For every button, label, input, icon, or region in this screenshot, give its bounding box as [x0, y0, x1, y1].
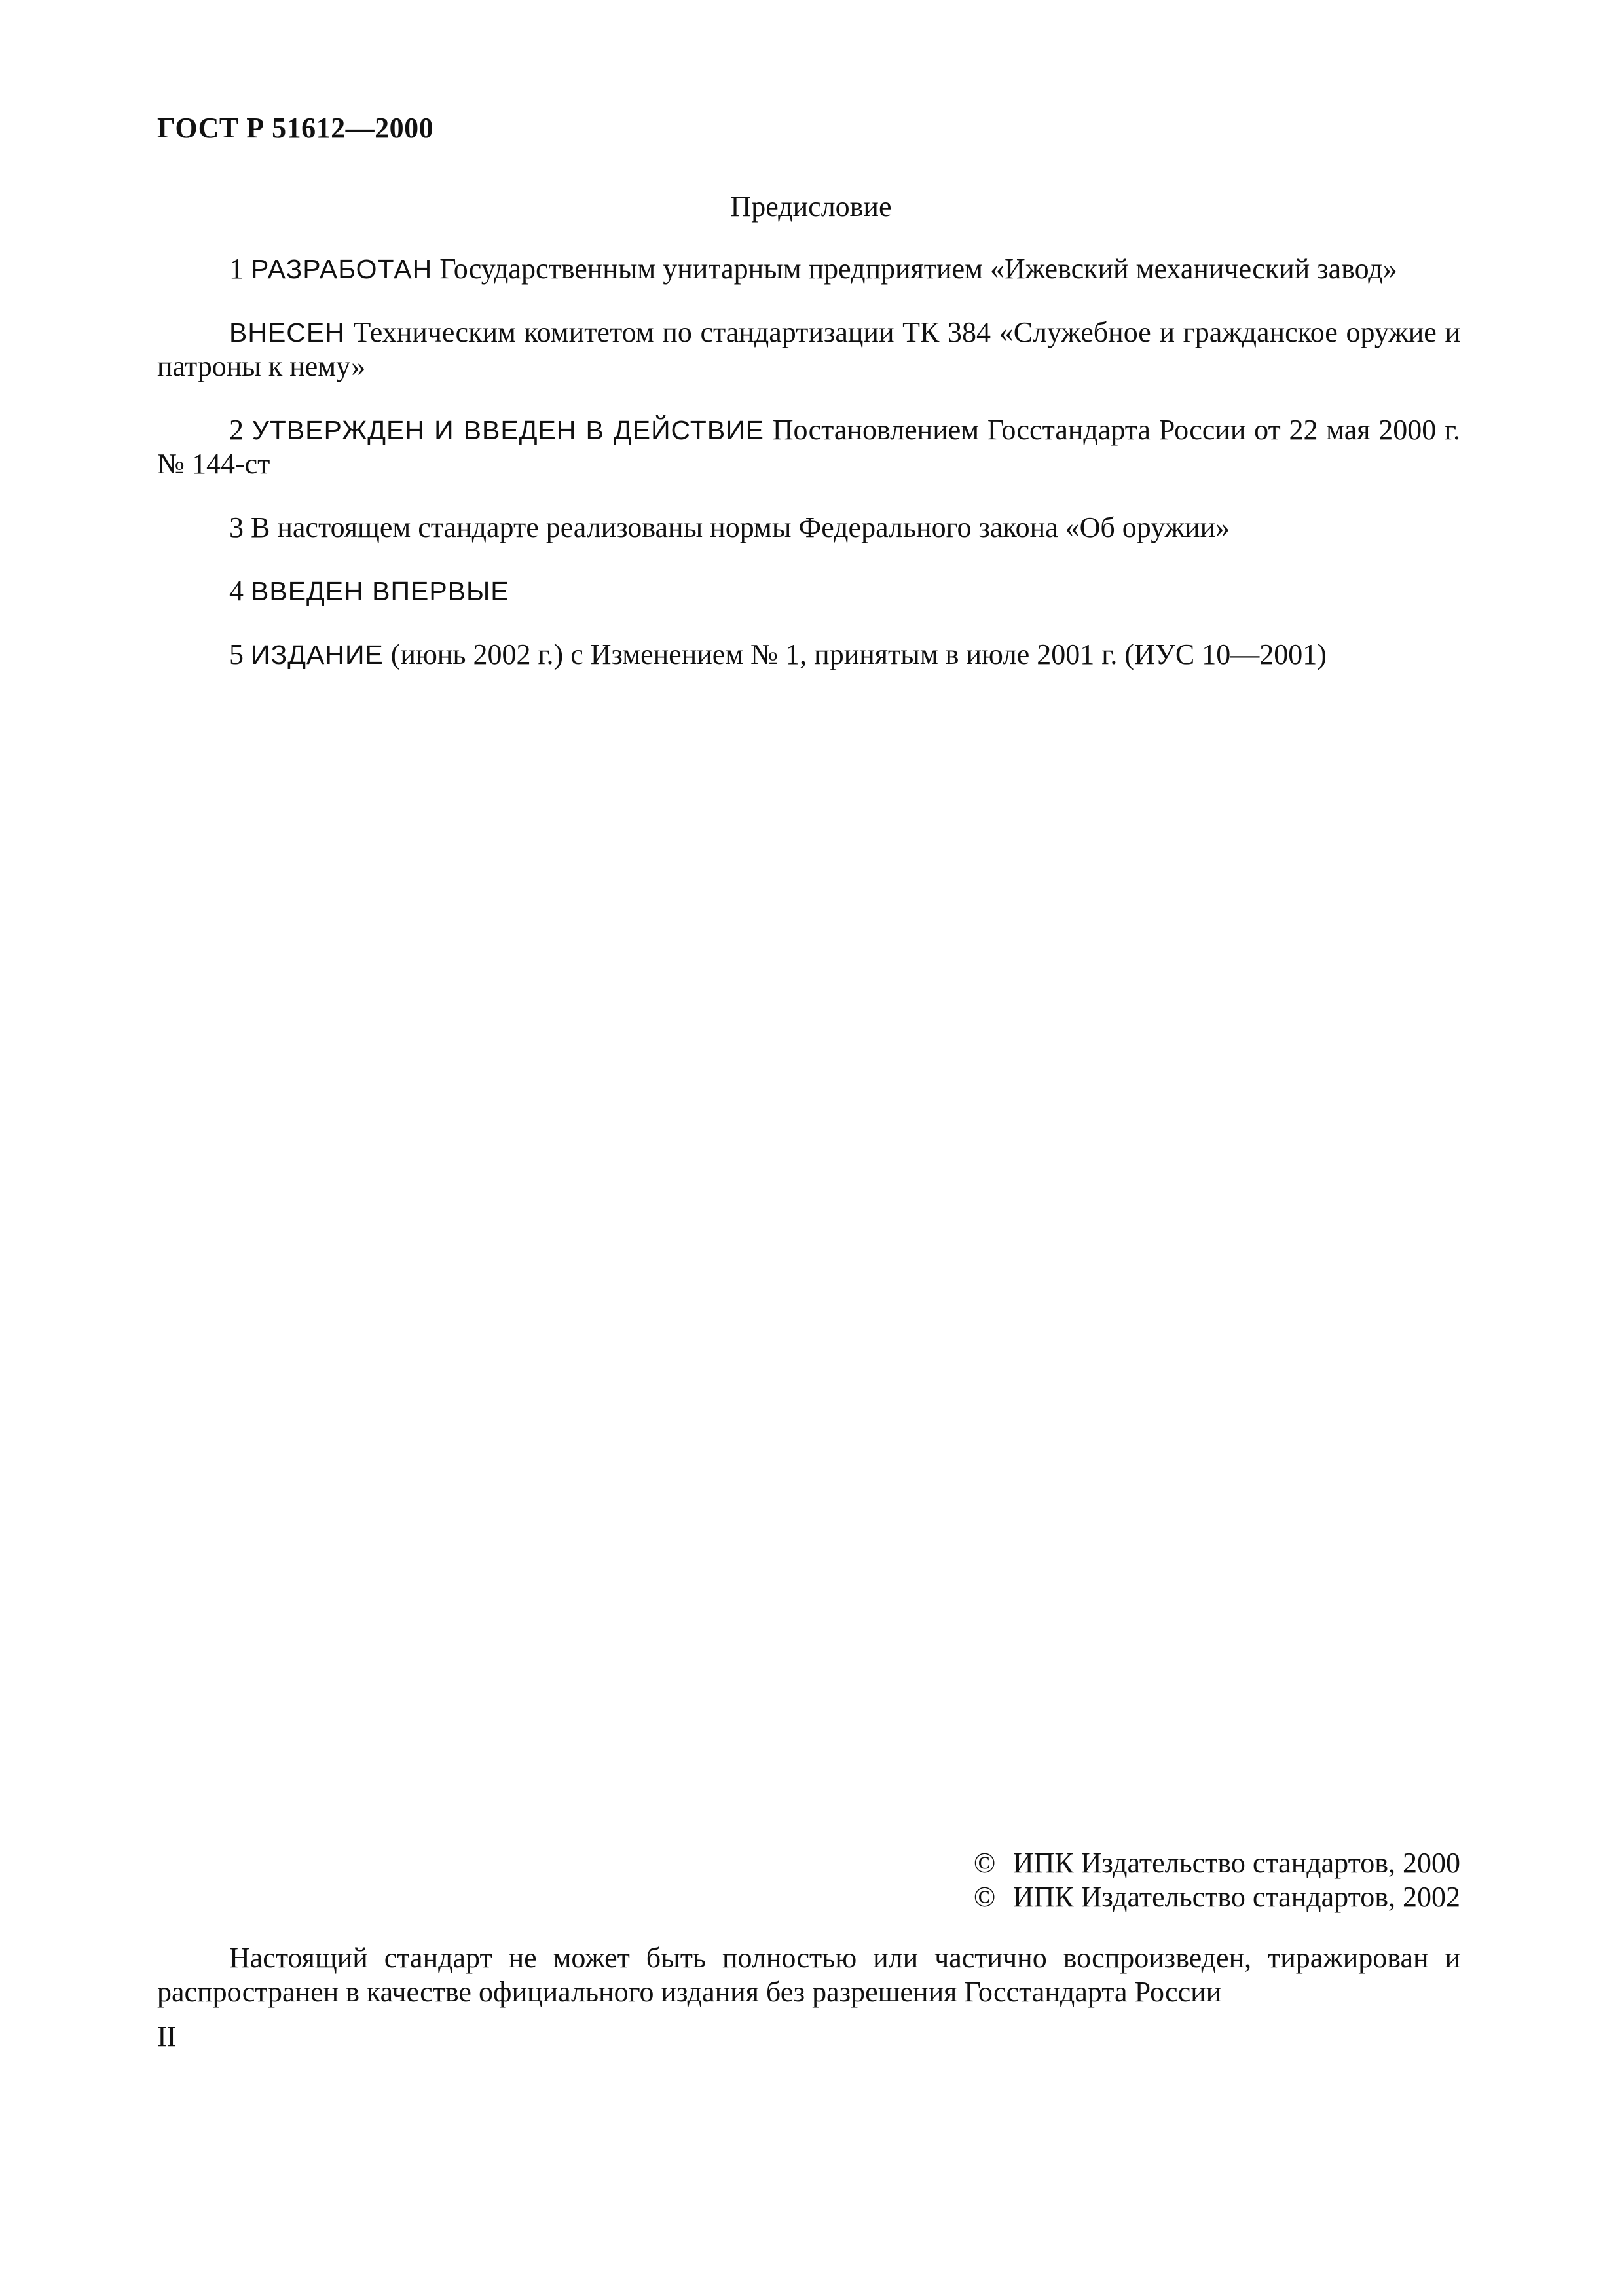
preface-item-2 — [157, 413, 1460, 481]
preface-item-5 — [157, 638, 1460, 672]
preface-item-3 — [157, 511, 1460, 545]
item-text: В настоящем стандарте реализованы нормы Федерального закона «Об оружии» — [251, 511, 1230, 543]
item-number: 5 — [229, 638, 244, 670]
copyright-text: ИПК Издательство стандартов, 2002 — [1012, 1881, 1460, 1913]
item-keyword: УТВЕРЖДЕН И ВВЕДЕН В ДЕЙСТВИЕ — [251, 415, 765, 445]
item-keyword: РАЗРАБОТАН — [251, 254, 433, 284]
copyright-block — [974, 1846, 1460, 1914]
copyright-icon: © — [973, 1847, 996, 1879]
item-number: 4 — [229, 575, 244, 607]
item-keyword: ВВЕДЕН ВПЕРВЫЕ — [251, 576, 509, 606]
document-number: ГОСТ Р 51612—2000 — [157, 112, 434, 144]
preface-item-1-introduced — [157, 316, 1460, 384]
preface-title: Предисловие — [730, 191, 892, 223]
preface-item-1 — [157, 252, 1460, 286]
page-number: II — [157, 2020, 177, 2052]
preface-body — [157, 252, 1460, 701]
copyright-icon: © — [973, 1881, 996, 1913]
reproduction-notice: Настоящий стандарт не может быть полностью или частично воспроизведен, тиражирован и распространен в качестве официального издания без разрешения Госстандарта России — [157, 1942, 1460, 2008]
item-keyword: ВНЕСЕН — [229, 318, 345, 348]
preface-item-4 — [157, 574, 1460, 608]
item-text: Постановлением Госстандарта России от 22 мая 2000 г. № 144-ст — [157, 414, 1460, 480]
item-text: Государственным унитарным предприятием «Ижевский механический завод» — [439, 253, 1397, 285]
item-text: (июнь 2002 г.) с Изменением № 1, принятым в июле 2001 г. (ИУС 10—2001) — [390, 638, 1327, 670]
copyright-text: ИПК Издательство стандартов, 2000 — [1012, 1847, 1460, 1879]
copyright-line — [974, 1846, 1460, 1880]
item-number: 3 — [229, 511, 244, 543]
item-number: 2 — [229, 414, 244, 446]
item-keyword: ИЗДАНИЕ — [251, 640, 384, 670]
item-text: Техническим комитетом по стандартизации ТК 384 «Служебное и гражданское оружие и патроны к нему» — [157, 316, 1461, 382]
copyright-line — [974, 1880, 1460, 1914]
item-number: 1 — [229, 253, 244, 285]
